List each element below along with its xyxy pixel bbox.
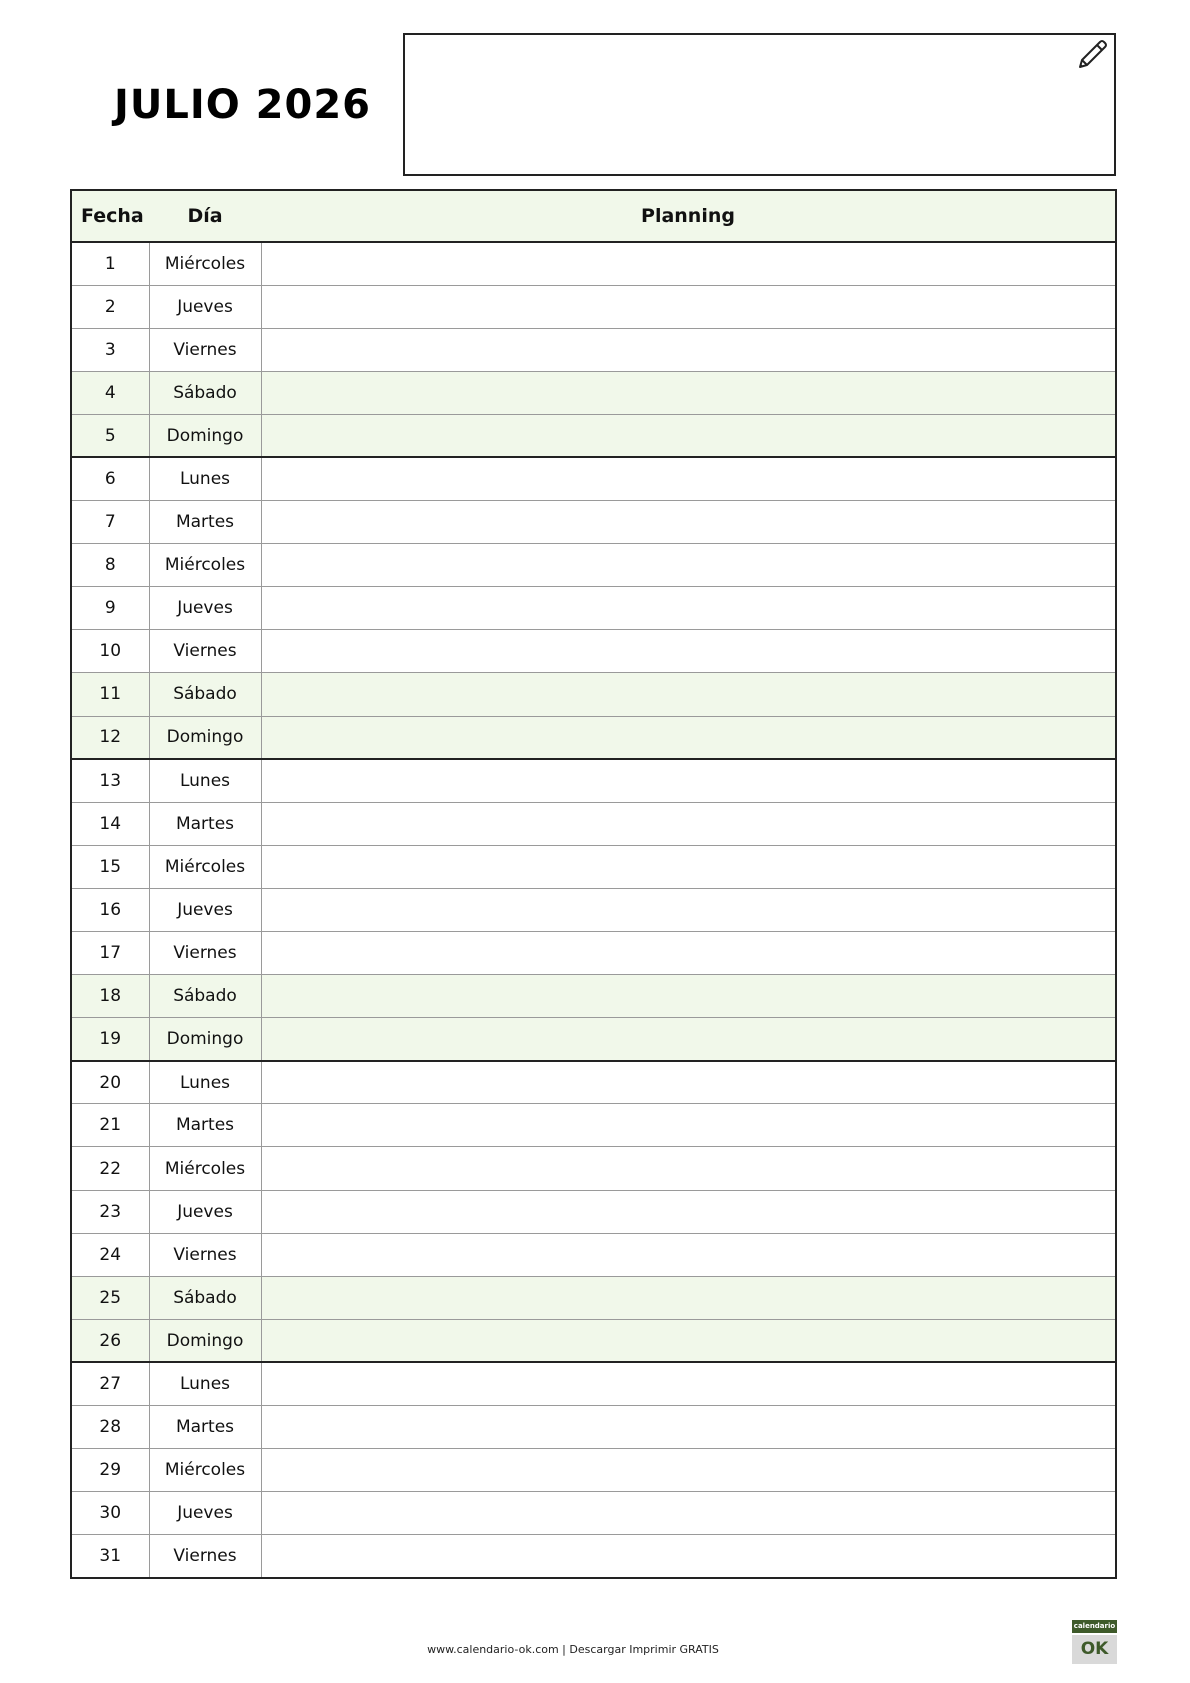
day-cell: Sábado (149, 371, 261, 414)
date-cell: 29 (71, 1449, 149, 1492)
table-header-row (71, 190, 1116, 242)
table-row (71, 932, 1116, 975)
planning-cell[interactable] (261, 1233, 1116, 1276)
day-cell: Jueves (149, 1492, 261, 1535)
date-cell: 12 (71, 716, 149, 759)
table-row (71, 1190, 1116, 1233)
table-row (71, 716, 1116, 759)
day-cell: Martes (149, 501, 261, 544)
day-cell: Lunes (149, 759, 261, 802)
date-cell: 8 (71, 544, 149, 587)
table-row (71, 328, 1116, 371)
date-cell: 2 (71, 285, 149, 328)
day-cell: Domingo (149, 1018, 261, 1061)
planning-cell[interactable] (261, 716, 1116, 759)
planning-cell[interactable] (261, 544, 1116, 587)
table-row (71, 759, 1116, 802)
day-cell: Viernes (149, 328, 261, 371)
date-cell: 23 (71, 1190, 149, 1233)
table-row (71, 888, 1116, 931)
date-cell: 10 (71, 630, 149, 673)
date-cell: 21 (71, 1104, 149, 1147)
planning-cell[interactable] (261, 501, 1116, 544)
day-cell: Sábado (149, 1276, 261, 1319)
table-row (71, 1061, 1116, 1104)
table-row (71, 457, 1116, 500)
notes-box[interactable] (403, 33, 1116, 176)
planning-cell[interactable] (261, 1492, 1116, 1535)
table-row (71, 630, 1116, 673)
table-row (71, 544, 1116, 587)
planning-cell[interactable] (261, 630, 1116, 673)
table-row (71, 1233, 1116, 1276)
date-cell: 19 (71, 1018, 149, 1061)
day-cell: Viernes (149, 1535, 261, 1578)
day-cell: Miércoles (149, 1147, 261, 1190)
date-cell: 5 (71, 414, 149, 457)
planning-cell[interactable] (261, 371, 1116, 414)
logo-top-text: calendario (1072, 1620, 1117, 1633)
day-cell: Miércoles (149, 1449, 261, 1492)
date-cell: 11 (71, 673, 149, 716)
table-row (71, 975, 1116, 1018)
date-cell: 31 (71, 1535, 149, 1578)
date-cell: 30 (71, 1492, 149, 1535)
planning-cell[interactable] (261, 802, 1116, 845)
planning-cell[interactable] (261, 975, 1116, 1018)
day-cell: Martes (149, 1406, 261, 1449)
table-row (71, 1018, 1116, 1061)
day-cell: Viernes (149, 630, 261, 673)
planning-cell[interactable] (261, 932, 1116, 975)
date-cell: 18 (71, 975, 149, 1018)
day-cell: Jueves (149, 1190, 261, 1233)
table-row (71, 1535, 1116, 1578)
table-row (71, 285, 1116, 328)
day-cell: Jueves (149, 888, 261, 931)
day-cell: Martes (149, 802, 261, 845)
pencil-icon[interactable] (1074, 37, 1110, 73)
date-cell: 16 (71, 888, 149, 931)
date-cell: 22 (71, 1147, 149, 1190)
planning-cell[interactable] (261, 1104, 1116, 1147)
date-cell: 24 (71, 1233, 149, 1276)
column-header-dia: Día (149, 190, 261, 242)
planning-cell[interactable] (261, 1449, 1116, 1492)
day-cell: Sábado (149, 673, 261, 716)
planning-cell[interactable] (261, 1406, 1116, 1449)
table-row (71, 1449, 1116, 1492)
planning-cell[interactable] (261, 1061, 1116, 1104)
date-cell: 1 (71, 242, 149, 285)
date-cell: 14 (71, 802, 149, 845)
planning-cell[interactable] (261, 888, 1116, 931)
footer-text: www.calendario-ok.com | Descargar Imprimir GRATIS (427, 1643, 719, 1656)
planning-cell[interactable] (261, 759, 1116, 802)
day-cell: Domingo (149, 1319, 261, 1362)
planning-cell[interactable] (261, 242, 1116, 285)
date-cell: 28 (71, 1406, 149, 1449)
day-cell: Jueves (149, 587, 261, 630)
planning-cell[interactable] (261, 1147, 1116, 1190)
day-cell: Miércoles (149, 845, 261, 888)
day-cell: Viernes (149, 932, 261, 975)
table-row (71, 587, 1116, 630)
calendario-ok-logo (1072, 1620, 1117, 1664)
page-title: JULIO 2026 (114, 82, 371, 128)
table-row (71, 845, 1116, 888)
table-row (71, 802, 1116, 845)
day-cell: Domingo (149, 414, 261, 457)
planning-cell[interactable] (261, 285, 1116, 328)
table-row (71, 1104, 1116, 1147)
table-row (71, 414, 1116, 457)
day-cell: Martes (149, 1104, 261, 1147)
table-row (71, 1406, 1116, 1449)
table-row (71, 501, 1116, 544)
day-cell: Viernes (149, 1233, 261, 1276)
planning-table (70, 189, 1117, 1579)
column-header-fecha: Fecha (71, 190, 149, 242)
planning-cell[interactable] (261, 1276, 1116, 1319)
planning-cell[interactable] (261, 328, 1116, 371)
day-cell: Lunes (149, 457, 261, 500)
planning-cell[interactable] (261, 673, 1116, 716)
planning-cell[interactable] (261, 1362, 1116, 1405)
date-cell: 3 (71, 328, 149, 371)
column-header-planning: Planning (261, 190, 1116, 242)
day-cell: Miércoles (149, 544, 261, 587)
date-cell: 15 (71, 845, 149, 888)
table-row (71, 242, 1116, 285)
table-row (71, 1319, 1116, 1362)
planning-cell[interactable] (261, 414, 1116, 457)
date-cell: 13 (71, 759, 149, 802)
planning-cell[interactable] (261, 587, 1116, 630)
planning-cell[interactable] (261, 1018, 1116, 1061)
date-cell: 7 (71, 501, 149, 544)
table-row (71, 673, 1116, 716)
day-cell: Jueves (149, 285, 261, 328)
date-cell: 17 (71, 932, 149, 975)
day-cell: Sábado (149, 975, 261, 1018)
table-row (71, 1492, 1116, 1535)
logo-bottom-text: OK (1072, 1635, 1117, 1664)
date-cell: 9 (71, 587, 149, 630)
date-cell: 27 (71, 1362, 149, 1405)
date-cell: 4 (71, 371, 149, 414)
date-cell: 6 (71, 457, 149, 500)
date-cell: 20 (71, 1061, 149, 1104)
planning-cell[interactable] (261, 845, 1116, 888)
day-cell: Domingo (149, 716, 261, 759)
day-cell: Lunes (149, 1061, 261, 1104)
day-cell: Lunes (149, 1362, 261, 1405)
planning-cell[interactable] (261, 457, 1116, 500)
table-row (71, 1147, 1116, 1190)
table-row (71, 371, 1116, 414)
day-cell: Miércoles (149, 242, 261, 285)
table-row (71, 1276, 1116, 1319)
planning-cell[interactable] (261, 1319, 1116, 1362)
date-cell: 26 (71, 1319, 149, 1362)
date-cell: 25 (71, 1276, 149, 1319)
planning-cell[interactable] (261, 1190, 1116, 1233)
planning-cell[interactable] (261, 1535, 1116, 1578)
table-row (71, 1362, 1116, 1405)
